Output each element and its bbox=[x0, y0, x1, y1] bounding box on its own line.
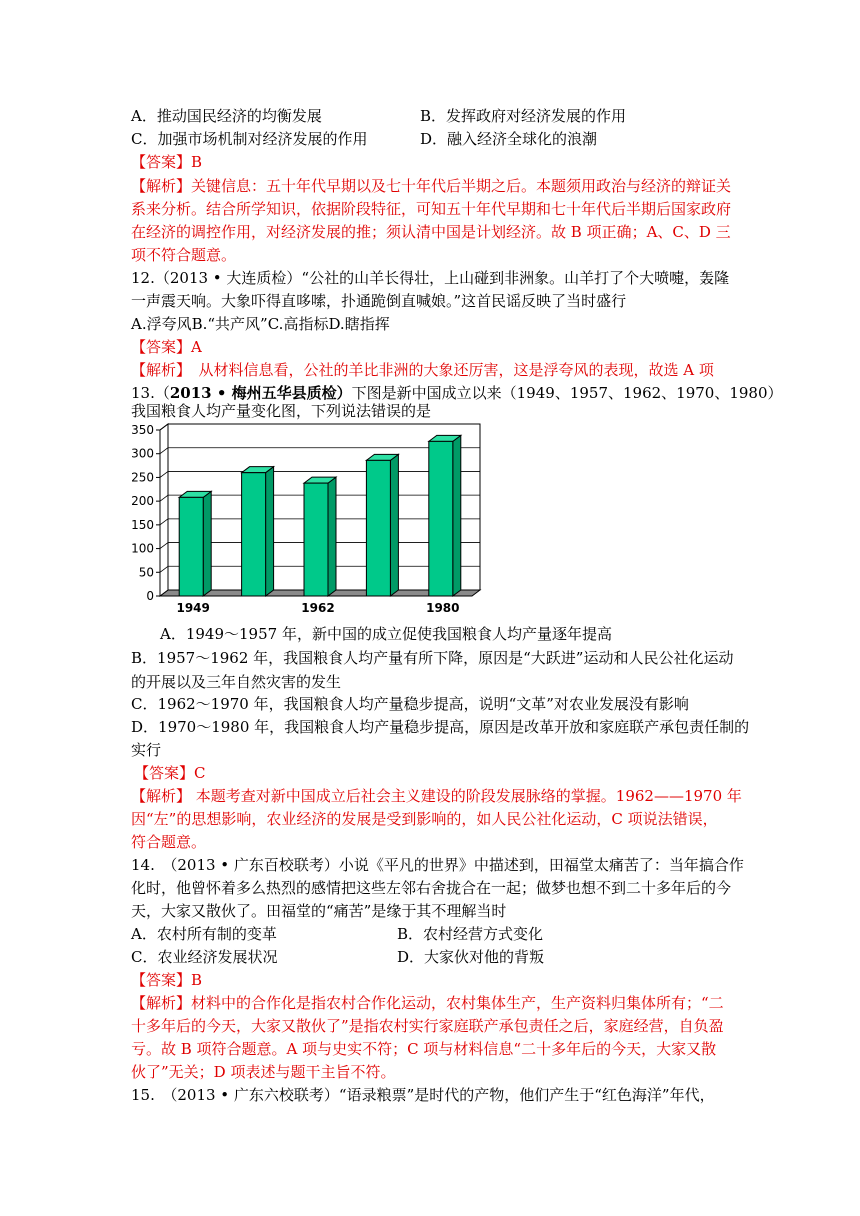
y-tick-label: 250 bbox=[131, 470, 154, 485]
q11-option-d: D．融入经济全球化的浪潮 bbox=[420, 130, 598, 148]
q14-explanation-4: 伙了”无关；D 项表述与题干主旨不符。 bbox=[131, 1063, 396, 1081]
x-tick-label: 1962 bbox=[301, 601, 335, 615]
bar-chart-svg bbox=[126, 418, 490, 618]
bar-side bbox=[390, 454, 398, 596]
y-tick-label: 300 bbox=[131, 446, 154, 461]
bar-1949 bbox=[179, 497, 203, 596]
q14-explanation-1: 【解析】材料中的合作化是指农村合作化运动，农村集体生产，生产资料归集体所有；“二 bbox=[131, 994, 724, 1012]
y-tick-label: 100 bbox=[131, 541, 154, 556]
q13-stem-rest: 下图是新中国成立以来（1949、1957、1962、1970、1980） bbox=[351, 384, 783, 402]
x-tick-label: 1980 bbox=[426, 601, 460, 615]
q13-answer: 【答案】C bbox=[134, 764, 206, 782]
q11-explanation-3: 在经济的调控作用，对经济发展的推；须认清中国是计划经济。故 B 项正确；A、C、D 三 bbox=[131, 223, 731, 241]
q12-answer: 【答案】A bbox=[131, 338, 202, 356]
y-tick-label: 50 bbox=[138, 565, 154, 580]
q15-stem-1: 15. （2013 • 广东六校联考）“语录粮票”是时代的产物，他们产生于“红色海洋”年代， bbox=[131, 1086, 715, 1104]
y-tick-label: 150 bbox=[131, 517, 154, 532]
q11-explanation-2: 系来分析。结合所学知识，依据阶段特征，可知五十年代早期和七十年代后半期后国家政府 bbox=[131, 200, 732, 218]
bar-1970 bbox=[366, 460, 390, 596]
q13-explanation-3: 符合题意。 bbox=[131, 833, 207, 851]
q13-option-d-1: D．1970～1980 年，我国粮食人均产量稳步提高，原因是改革开放和家庭联产承包责任制的 bbox=[131, 718, 750, 736]
q14-option-d: D．大家伙对他的背叛 bbox=[397, 948, 545, 966]
y-tick-label: 350 bbox=[131, 423, 154, 437]
q14-option-c: C．农业经济发展状况 bbox=[131, 948, 278, 966]
q13-stem-1 bbox=[131, 383, 783, 403]
q13-stem-2: 我国粮食人均产量变化图，下列说法错误的是 bbox=[131, 402, 432, 420]
grain-per-capita-chart bbox=[126, 418, 490, 618]
q13-option-c: C．1962～1970 年，我国粮食人均产量稳步提高，说明“文革”对农业发展没有影响 bbox=[131, 695, 689, 713]
q12-stem-2: 一声震天响。大象吓得直哆嗦，扑通跪倒直喊娘。”这首民谣反映了当时盛行 bbox=[131, 292, 627, 310]
x-tick-label: 1949 bbox=[176, 601, 210, 615]
q14-option-a: A．农村所有制的变革 bbox=[131, 925, 277, 943]
bar-1980 bbox=[429, 441, 453, 596]
q13-option-d-2: 实行 bbox=[131, 741, 162, 759]
q13-option-a: A．1949～1957 年，新中国的成立促使我国粮食人均产量逐年提高 bbox=[160, 625, 612, 643]
bar-1962 bbox=[304, 483, 328, 596]
q11-explanation-4: 项不符合题意。 bbox=[131, 246, 237, 264]
q13-explanation-2: 因“左”的思想影响，农业经济的发展是受到影响的，如人民公社化运动，C 项说法错误， bbox=[131, 810, 718, 828]
q11-explanation-1: 【解析】关键信息：五十年代早期以及七十年代后半期之后。本题须用政治与经济的辩证关 bbox=[131, 177, 732, 195]
q12-stem-1: 12.（2013 • 大连质检）“公社的山羊长得壮，上山碰到非洲象。山羊打了个大喷嚏，轰隆 bbox=[131, 269, 730, 287]
q14-stem-1: 14. （2013 • 广东百校联考）小说《平凡的世界》中描述到，田福堂太痛苦了：当年搞合作 bbox=[131, 856, 744, 874]
y-tick-label: 0 bbox=[146, 589, 154, 603]
q12-explanation: 【解析】 从材料信息看，公社的羊比非洲的大象还厉害，这是浮夸风的表现，故选 A 项 bbox=[131, 361, 714, 379]
q11-option-c: C．加强市场机制对经济发展的作用 bbox=[131, 130, 368, 148]
q14-answer: 【答案】B bbox=[131, 971, 203, 989]
q14-stem-2: 化时，他曾怀着多么热烈的感情把这些左邻右舍拢合在一起；做梦也想不到二十多年后的今 bbox=[131, 879, 732, 897]
bar-side bbox=[328, 477, 336, 596]
bar-1957 bbox=[242, 473, 266, 596]
q13-explanation-1: 【解析】 本题考查对新中国成立后社会主义建设的阶段发展脉络的掌握。1962——1970 年 bbox=[131, 787, 742, 805]
bar-side bbox=[453, 435, 461, 596]
q13-number: 13.（ bbox=[131, 384, 170, 402]
q14-explanation-3: 亏。故 B 项符合题意。A 项与史实不符；C 项与材料信息“二十多年后的今天，大家又散 bbox=[131, 1040, 717, 1058]
q13-option-b-1: B．1957～1962 年，我国粮食人均产量有所下降，原因是“大跃进”运动和人民公社化运动 bbox=[131, 649, 734, 667]
bar-side bbox=[203, 491, 211, 596]
q14-stem-3: 天，大家又散伙了。田福堂的“痛苦”是缘于其不理解当时 bbox=[131, 902, 507, 920]
q11-answer: 【答案】B bbox=[131, 153, 203, 171]
q13-option-b-2: 的开展以及三年自然灾害的发生 bbox=[131, 673, 342, 691]
q14-explanation-2: 十多年后的今天，大家又散伙了”是指农村实行家庭联产承包责任之后，家庭经营，自负盈 bbox=[131, 1017, 724, 1035]
q12-options: A.浮夸风B.“共产风”C.高指标D.瞎指挥 bbox=[131, 315, 390, 333]
bar-side bbox=[266, 467, 274, 596]
q11-option-a: A．推动国民经济的均衡发展 bbox=[131, 107, 322, 125]
q13-source: 2013 • 梅州五华县质检） bbox=[169, 384, 352, 402]
q11-option-b: B．发挥政府对经济发展的作用 bbox=[420, 107, 627, 125]
y-tick-label: 200 bbox=[131, 494, 154, 509]
plot-side-wall bbox=[160, 424, 168, 596]
q14-option-b: B．农村经营方式变化 bbox=[397, 925, 544, 943]
